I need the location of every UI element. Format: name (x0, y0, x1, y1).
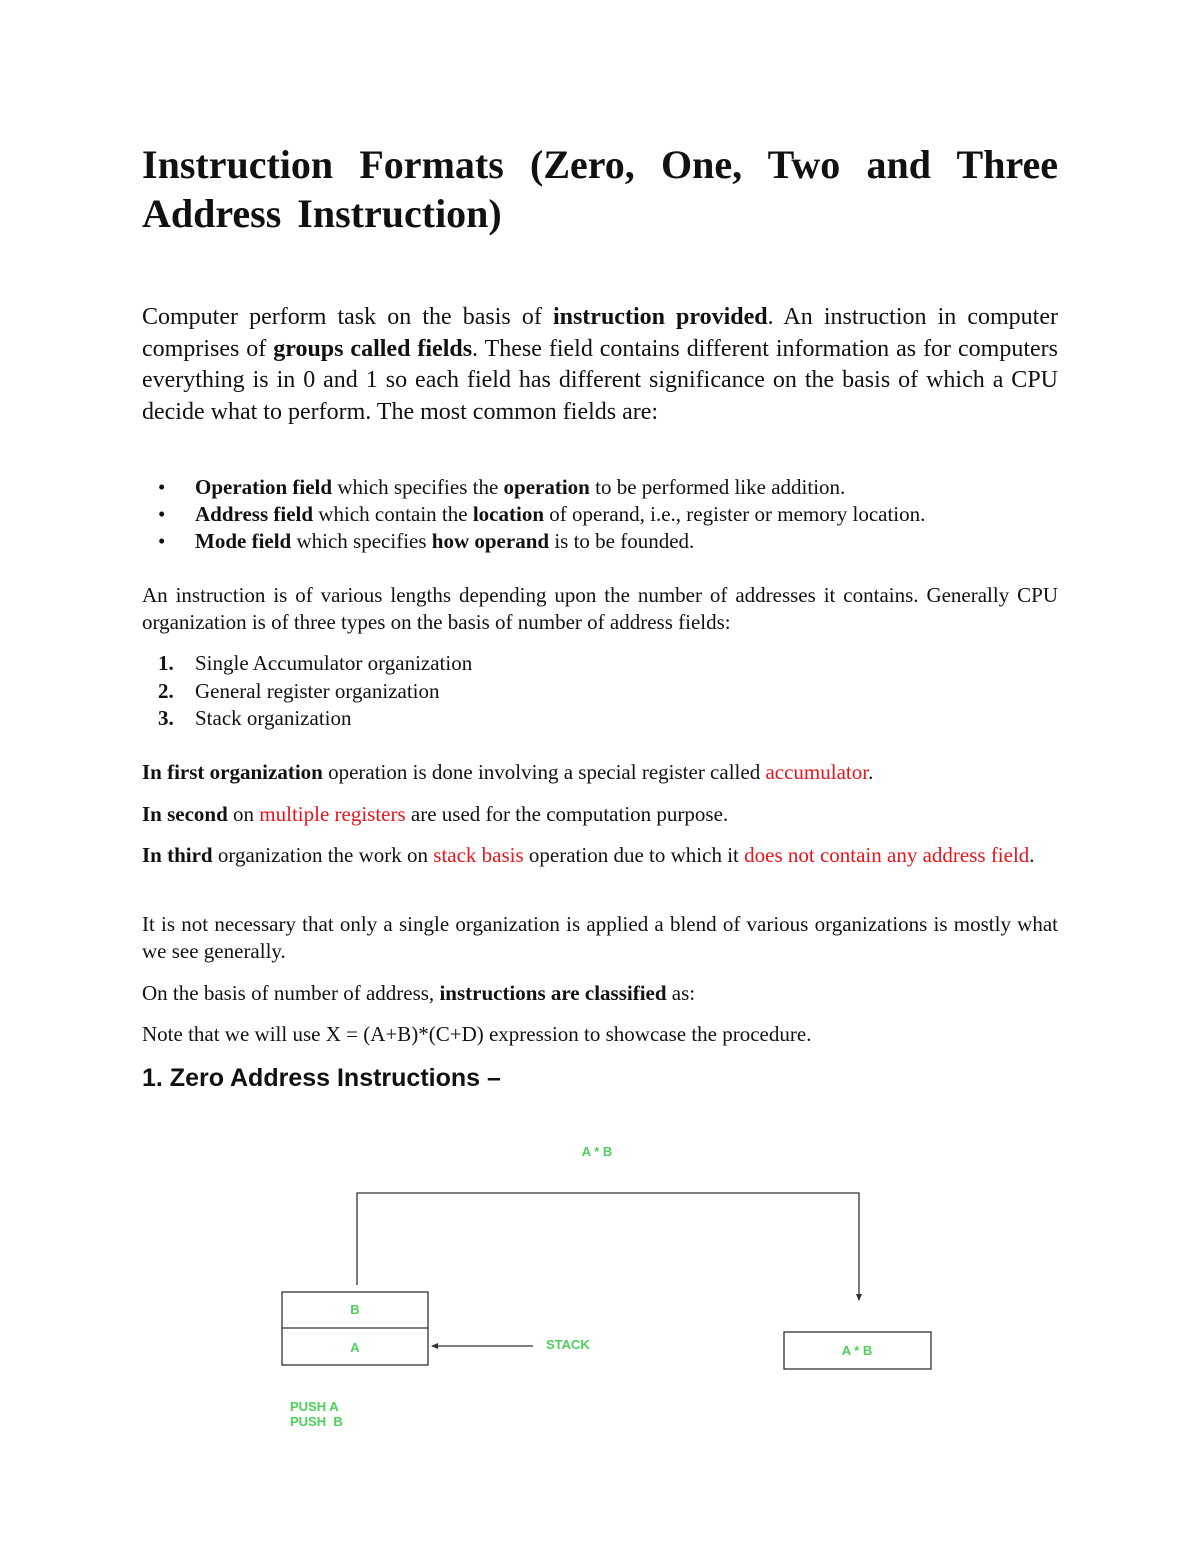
list-number: 2. (158, 678, 174, 703)
stack-bottom-label: A (350, 1340, 360, 1355)
intro-text-2: . An instruction in computer comprises of (142, 304, 1058, 362)
list-number: 3. (158, 706, 174, 730)
para-bold: In second (142, 802, 228, 826)
bullet-icon: • (158, 502, 166, 526)
intro-bold-2: groups called fields (273, 335, 473, 362)
connector-line (357, 1193, 859, 1300)
list-number: 1. (158, 651, 174, 675)
operation-label: A * B (581, 1144, 613, 1159)
list-item (142, 474, 1058, 501)
list-item (142, 650, 1058, 678)
bullet-bold: Mode field (195, 529, 292, 553)
para-text: . (1029, 843, 1035, 867)
bullet-text: which specifies the (332, 475, 504, 499)
intro-bold-1: instruction provided (552, 304, 768, 330)
fields-bullet-list (142, 474, 1058, 555)
bullet-bold: Operation field (195, 475, 333, 499)
para-bold: instructions are classified (439, 981, 667, 1005)
intro-paragraph (142, 302, 1058, 428)
bullet-icon: • (158, 475, 166, 499)
para-highlight: accumulator (765, 760, 869, 784)
blend-paragraph: It is not necessary that only a single organization is applied a blend of various organizations is mostly what we see generally. (142, 912, 1058, 963)
stack-top-label: B (350, 1302, 360, 1317)
para-text: operation is done involving a special register called (322, 760, 766, 784)
para-highlight: multiple registers (259, 802, 406, 826)
para-bold: In first organization (142, 760, 323, 784)
zero-address-diagram (0, 1130, 1200, 1450)
bullet-bold: location (472, 502, 545, 526)
list-text: Single Accumulator organization (195, 651, 473, 675)
para-text: on (227, 802, 260, 826)
bullet-bold: operation (503, 475, 590, 499)
result-label: A * B (841, 1343, 873, 1358)
bullet-text: which specifies (291, 529, 432, 553)
bullet-bold: how operand (431, 529, 550, 553)
intro-text-3: . These field contains different information as for computers everything is in 0 and 1 so each field has different significance on the basis of which a CPU decide what to perform. The most common fields are: (142, 335, 1058, 425)
list-item (142, 678, 1058, 706)
intro-text-1: Computer perform task on the basis of (142, 304, 553, 330)
lengths-paragraph: An instruction is of various lengths depending upon the number of addresses it contains. Generally CPU organization is of three types on the basis of number of address fields: (142, 583, 1058, 634)
para-highlight: stack basis (433, 843, 524, 867)
push-instruction-2: PUSH B (290, 1414, 343, 1429)
second-organization-paragraph (142, 801, 1058, 828)
section-heading: 1. Zero Address Instructions – (142, 1064, 501, 1092)
organization-list (142, 650, 1058, 733)
para-text: as: (666, 981, 696, 1005)
para-highlight: does not contain any address field (744, 843, 1030, 867)
bullet-icon: • (158, 529, 166, 553)
first-organization-paragraph (142, 759, 1058, 786)
basis-paragraph (142, 980, 1058, 1007)
list-text: General register organization (195, 678, 440, 703)
para-text: organization the work on (212, 843, 434, 867)
bullet-text: which contain the (313, 502, 473, 526)
push-instruction-1: PUSH A (290, 1399, 339, 1414)
para-text: operation due to which it (523, 843, 745, 867)
list-text: Stack organization (195, 706, 352, 730)
para-text: On the basis of number of address, (142, 981, 440, 1005)
para-text: . (868, 760, 874, 784)
third-organization-paragraph (142, 842, 1058, 869)
bullet-text: to be performed like addition. (589, 475, 846, 499)
para-text: are used for the computation purpose. (405, 802, 729, 826)
page-title: Instruction Formats (Zero, One, Two and Three Address Instruction) (142, 142, 1058, 236)
bullet-bold: Address field (195, 502, 314, 526)
stack-label: STACK (546, 1337, 590, 1352)
bullet-text: of operand, i.e., register or memory location. (544, 502, 926, 526)
para-bold: In third (142, 843, 213, 867)
bullet-text: is to be founded. (549, 529, 695, 553)
note-paragraph: Note that we will use X = (A+B)*(C+D) expression to showcase the procedure. (142, 1022, 812, 1046)
list-item (142, 705, 1058, 733)
list-item (142, 501, 1058, 528)
list-item (142, 528, 1058, 555)
